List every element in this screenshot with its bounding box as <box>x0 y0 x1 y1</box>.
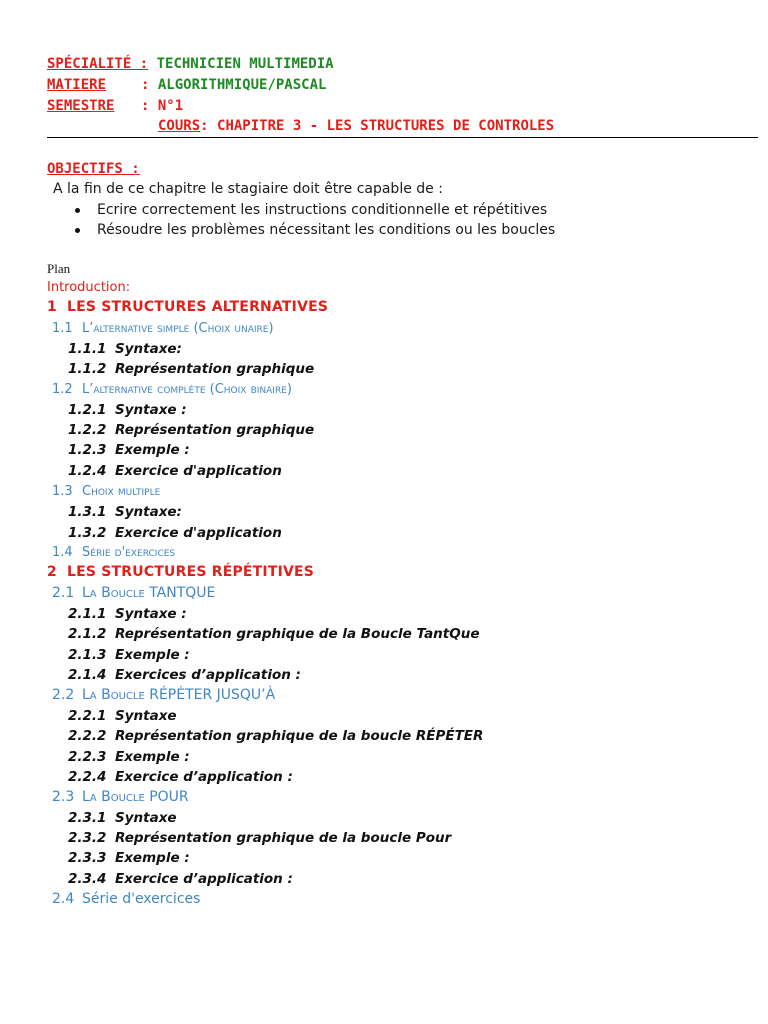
toc-heading-3 <box>68 442 190 458</box>
semestre-line <box>47 98 183 114</box>
toc-title-rest: TANTQUE <box>144 585 216 601</box>
toc-heading-3 <box>68 769 293 785</box>
toc-title: Exemple : <box>115 442 190 458</box>
specialite-value: TECHNICIEN MULTIMEDIA <box>156 56 334 72</box>
toc-title: Représentation graphique <box>115 422 315 438</box>
toc-title: Exercice d’application : <box>115 769 293 785</box>
toc-heading-3 <box>68 708 177 724</box>
toc-title-rest: RÉPÉTER JUSQU’À <box>144 687 276 703</box>
toc-title: Exercice d'application <box>115 525 282 541</box>
cours-value: : CHAPITRE 3 - LES STRUCTURES DE CONTROLES <box>200 118 555 134</box>
toc-title: Syntaxe : <box>115 402 187 418</box>
toc-number: 2.1 <box>52 585 75 601</box>
toc-title: Exemple : <box>115 749 190 765</box>
toc-heading-3 <box>68 361 314 377</box>
toc-heading-1 <box>47 299 328 315</box>
toc-title: Syntaxe: <box>115 341 182 357</box>
toc-title-rest: POUR <box>144 789 189 805</box>
toc-title: Représentation graphique de la boucle RÉPÉTER <box>115 728 484 744</box>
toc-heading-3 <box>68 341 182 357</box>
specialite-line <box>47 56 334 72</box>
toc-title: Exercice d’application : <box>115 871 293 887</box>
toc-number: 1.2.1 <box>68 402 107 418</box>
toc-number: 2.3.4 <box>68 871 107 887</box>
toc-number: 2.4 <box>52 891 75 907</box>
toc-number: 2.2.1 <box>68 708 107 724</box>
toc-title: La Boucle <box>82 687 145 703</box>
toc-number: 1.2 <box>52 382 73 397</box>
toc-heading-3 <box>68 463 282 479</box>
toc-number: 1.1.1 <box>68 341 107 357</box>
toc-number: 1.1 <box>52 321 73 336</box>
semestre-value: N°1 <box>157 98 184 114</box>
toc-heading-3 <box>68 606 187 622</box>
toc-heading-3 <box>68 626 480 642</box>
toc-heading-3 <box>68 504 182 520</box>
semestre-colon: : <box>141 98 150 114</box>
toc-title: LES STRUCTURES RÉPÉTITIVES <box>67 564 315 580</box>
semestre-label: SEMESTRE <box>47 98 115 114</box>
toc-heading-3 <box>68 728 483 744</box>
cours-line <box>158 118 554 134</box>
objectifs-title: OBJECTIFS : <box>47 161 140 177</box>
toc-number: 2.3.3 <box>68 850 107 866</box>
toc-title: La Boucle <box>82 789 145 805</box>
toc-number: 2.3 <box>52 789 75 805</box>
toc-title: Série d'exercices <box>82 891 201 907</box>
toc-heading-2 <box>52 545 175 560</box>
toc-title: Exercice d'application <box>115 463 282 479</box>
toc-title: Syntaxe : <box>115 606 187 622</box>
header-divider <box>47 137 758 138</box>
toc-heading-3 <box>68 810 177 826</box>
matiere-label: MATIERE <box>47 77 107 93</box>
toc-heading-2 <box>52 585 215 601</box>
introduction-heading: Introduction: <box>47 280 131 295</box>
toc-title: La Boucle <box>82 585 145 601</box>
matiere-colon: : <box>141 77 150 93</box>
toc-number: 1.1.2 <box>68 361 107 377</box>
cours-label: COURS <box>158 118 201 134</box>
toc-title: Exemple : <box>115 647 190 663</box>
toc-number: 2.3.2 <box>68 830 107 846</box>
toc-title: Syntaxe <box>115 810 177 826</box>
toc-number: 2.2 <box>52 687 75 703</box>
toc-title: Représentation graphique <box>115 361 315 377</box>
toc-heading-3 <box>68 667 301 683</box>
toc-heading-2 <box>52 687 275 703</box>
toc-number: 2 <box>47 564 57 580</box>
matiere-value: ALGORITHMIQUE/PASCAL <box>157 77 327 93</box>
toc-heading-3 <box>68 647 190 663</box>
toc-title: Représentation graphique de la Boucle TantQue <box>115 626 480 642</box>
toc-number: 2.1.4 <box>68 667 107 683</box>
bullet-dot <box>75 228 80 233</box>
toc-heading-3 <box>68 749 190 765</box>
toc-number: 2.2.2 <box>68 728 107 744</box>
toc-heading-1 <box>47 564 314 580</box>
toc-number: 1.2.3 <box>68 442 107 458</box>
toc-title: Exercices d’application : <box>115 667 301 683</box>
toc-title: Syntaxe: <box>115 504 182 520</box>
toc-number: 1 <box>47 299 57 315</box>
toc-heading-3 <box>68 402 187 418</box>
toc-title: Exemple : <box>115 850 190 866</box>
toc-heading-3 <box>68 525 282 541</box>
toc-heading-2 <box>52 789 189 805</box>
toc-title: L’alternative complète (Choix binaire) <box>82 382 292 397</box>
toc-heading-3 <box>68 830 451 846</box>
toc-number: 2.1.1 <box>68 606 107 622</box>
objectif-item: Ecrire correctement les instructions conditionnelle et répétitives <box>97 202 548 218</box>
toc-heading-2 <box>52 891 200 907</box>
toc-heading-3 <box>68 850 190 866</box>
plan-label: Plan <box>47 261 71 276</box>
toc-title: Syntaxe <box>115 708 177 724</box>
toc-title: L’alternative simple (Choix unaire) <box>82 321 274 336</box>
toc-number: 2.3.1 <box>68 810 107 826</box>
toc-heading-3 <box>68 422 314 438</box>
toc-number: 1.3.2 <box>68 525 107 541</box>
toc-number: 2.2.3 <box>68 749 107 765</box>
specialite-label: SPÉCIALITÉ : <box>47 56 149 72</box>
toc-heading-2 <box>52 321 274 336</box>
toc-heading-2 <box>52 484 160 499</box>
toc-heading-2 <box>52 382 292 397</box>
toc-number: 1.3.1 <box>68 504 107 520</box>
toc-title: Choix multiple <box>82 484 161 499</box>
toc-number: 2.1.2 <box>68 626 107 642</box>
toc-number: 1.2.2 <box>68 422 107 438</box>
toc-number: 1.2.4 <box>68 463 107 479</box>
bullet-dot <box>75 208 80 213</box>
objectif-item: Résoudre les problèmes nécessitant les conditions ou les boucles <box>97 222 556 238</box>
toc-title: Série d'exercices <box>82 545 176 560</box>
toc-title: LES STRUCTURES ALTERNATIVES <box>67 299 329 315</box>
toc-number: 1.4 <box>52 545 73 560</box>
toc-heading-3 <box>68 871 293 887</box>
toc-number: 1.3 <box>52 484 73 499</box>
toc-title: Représentation graphique de la boucle Pour <box>115 830 452 846</box>
toc-number: 2.2.4 <box>68 769 107 785</box>
matiere-line <box>47 77 326 93</box>
toc-number: 2.1.3 <box>68 647 107 663</box>
objectifs-intro: A la fin de ce chapitre le stagiaire doit être capable de : <box>53 181 443 197</box>
